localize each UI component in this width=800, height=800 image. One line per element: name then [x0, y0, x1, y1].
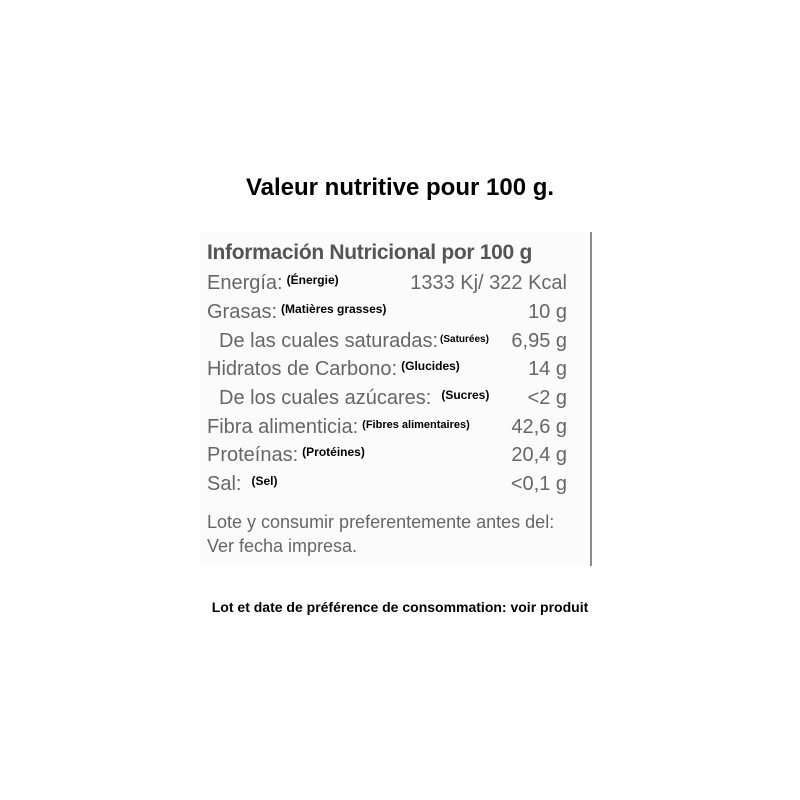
nutrition-row-fat: [207, 301, 567, 329]
footnote-line: Lote y consumir preferentemente antes del:: [207, 512, 555, 532]
row-label: De las cuales saturadas:: [219, 330, 439, 352]
row-translation: (Sucres): [441, 388, 490, 402]
nutrition-row-fibre: [207, 416, 567, 444]
row-translation: (Matières grasses): [281, 302, 387, 316]
row-translation: (Sel): [251, 474, 278, 488]
row-label: Sal:: [207, 473, 242, 495]
row-label: De los cuales azúcares:: [219, 387, 432, 409]
page-heading: Valeur nutritive pour 100 g.: [245, 174, 555, 201]
row-translation: (Saturées): [440, 334, 489, 345]
row-label: Grasas:: [207, 301, 278, 323]
row-translation: (Glucides): [401, 359, 460, 373]
label-title: Información Nutricional por 100 g: [207, 241, 532, 264]
row-translation: (Énergie): [286, 273, 339, 287]
nutrition-label: [200, 232, 592, 566]
row-value: <0,1 g: [510, 473, 567, 495]
row-value: 42,6 g: [511, 416, 567, 438]
label-footnote: [207, 510, 587, 558]
bottom-note: Lot et date de préférence de consommation: voir produit: [211, 599, 589, 615]
nutrition-row-energy: [207, 272, 567, 300]
row-translation: (Protéines): [302, 445, 365, 459]
row-label: Energía:: [207, 272, 283, 294]
row-value: 1333 Kj/ 322 Kcal: [410, 272, 567, 294]
row-translation: (Fibres alimentaires): [362, 419, 470, 431]
footnote-line: Ver fecha impresa.: [207, 536, 358, 556]
nutrition-row-salt: [207, 473, 567, 501]
row-value: <2 g: [527, 387, 567, 409]
nutrition-row-saturated: [207, 330, 567, 358]
row-value: 20,4 g: [511, 444, 567, 466]
row-label: Fibra alimenticia:: [207, 416, 359, 438]
row-label: Proteínas:: [207, 444, 299, 466]
row-value: 10 g: [528, 301, 567, 323]
nutrition-row-carbohydrates: [207, 358, 567, 386]
row-value: 14 g: [528, 358, 567, 380]
row-label: Hidratos de Carbono:: [207, 358, 398, 380]
nutrition-row-sugars: [207, 387, 567, 415]
nutrition-row-protein: [207, 444, 567, 472]
row-value: 6,95 g: [511, 330, 567, 352]
